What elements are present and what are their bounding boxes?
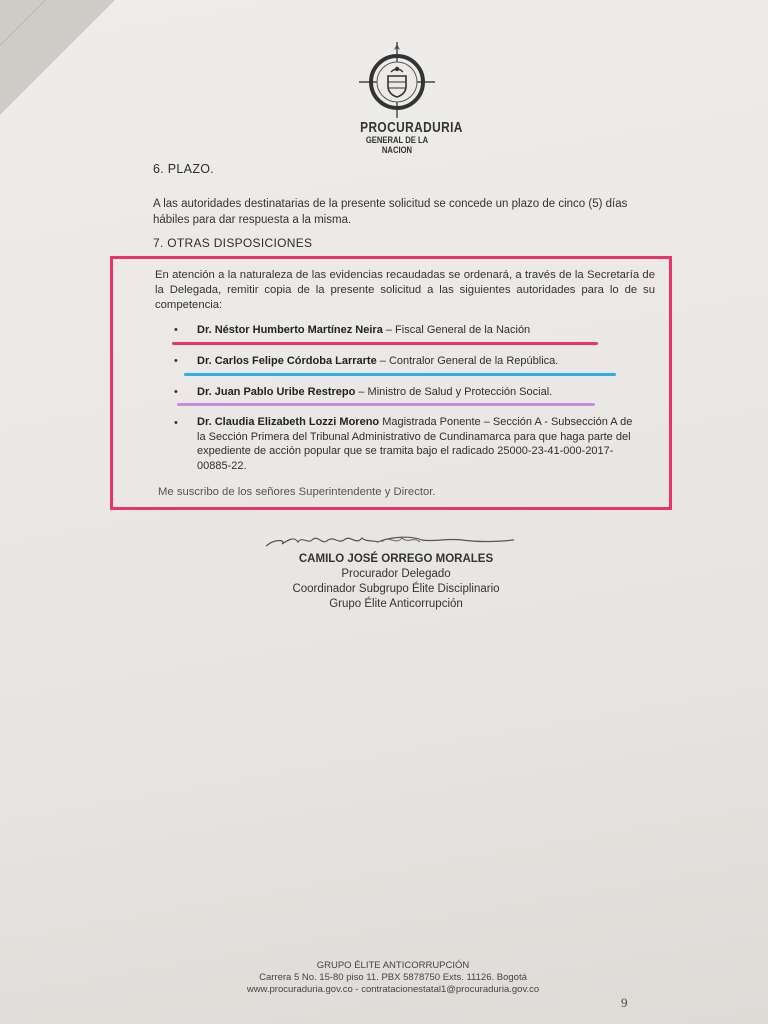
recipient-2-name: Dr. Carlos Felipe Córdoba Larrarte [197,355,377,367]
page-footer [200,960,586,996]
footer-address: Carrera 5 No. 15-80 piso 11. PBX 5878750 Exts. 11126. Bogotá [259,972,527,983]
recipient-4 [197,415,642,473]
signatory-name: CAMILO JOSÉ ORREGO MORALES [298,553,494,565]
recipient-3 [197,385,637,400]
bullet-3: • [174,386,178,398]
recipient-1-name: Dr. Néstor Humberto Martínez Neira [197,324,383,336]
footer-contact: www.procuraduria.gov.co - contratacionestatal1@procuraduria.gov.co [246,984,540,995]
signatory-title: Procurador Delegado [341,568,451,580]
footer-title: GRUPO ÉLITE ANTICORRUPCIÓN [316,960,470,971]
recipient-4-name: Dr. Claudia Elizabeth Lozzi Moreno [197,416,380,428]
section-6-heading: 6. PLAZO. [153,162,215,176]
recipient-3-name: Dr. Juan Pablo Uribe Restrepo [197,386,356,398]
coat-of-arms-icon [357,42,437,118]
recipient-2-role: – Contralor General de la República. [376,355,559,367]
recipient-3-role: – Ministro de Salud y Protección Social. [355,386,553,398]
underline-blue [184,373,616,376]
section-7-heading: 7. OTRAS DISPOSICIONES [153,236,313,250]
section-7-intro: En atención a la naturaleza de las evidencias recaudadas se ordenará, a través de la Secretaría de la Delegada, remitir copia de la presente solicitud a las siguientes autoridades para lo de su competencia: [155,269,655,311]
recipient-1 [197,323,637,338]
folded-corner [0,0,115,115]
signature-block [266,528,526,612]
bullet-4: • [174,417,178,429]
procuraduria-logo [352,42,463,157]
bullet-2: • [174,355,178,367]
recipient-2 [197,354,637,369]
signatory-role: Coordinador Subgrupo Élite Disciplinario [292,583,500,595]
underline-violet [177,403,595,406]
logo-subtitle: GENERAL DE LA NACION [365,135,429,155]
signatory-group: Grupo Élite Anticorrupción [329,598,463,610]
bullet-1: • [174,324,178,336]
section-6-text: A las autoridades destinatarias de la presente solicitud se concede un plazo de cinco (5) días hábiles para dar respuesta a la misma. [153,198,628,226]
recipient-1-role: – Fiscal General de la Nación [382,324,531,336]
logo-title: PROCURADURIA [360,120,463,136]
closing-line: Me suscribo de los señores Superintendente y Director. [158,486,436,498]
underline-red [172,342,598,345]
recipient-4-role: Magistrada Ponente – Sección A - Subsección A de la Sección Primera del Tribunal Administrativo de Cundinamarca para que haga parte del expediente de acción popular que se tramita bajo el radicado 25000-23-41-000-2017-00885-22. [197,416,633,472]
page-number: 9 [621,995,628,1010]
